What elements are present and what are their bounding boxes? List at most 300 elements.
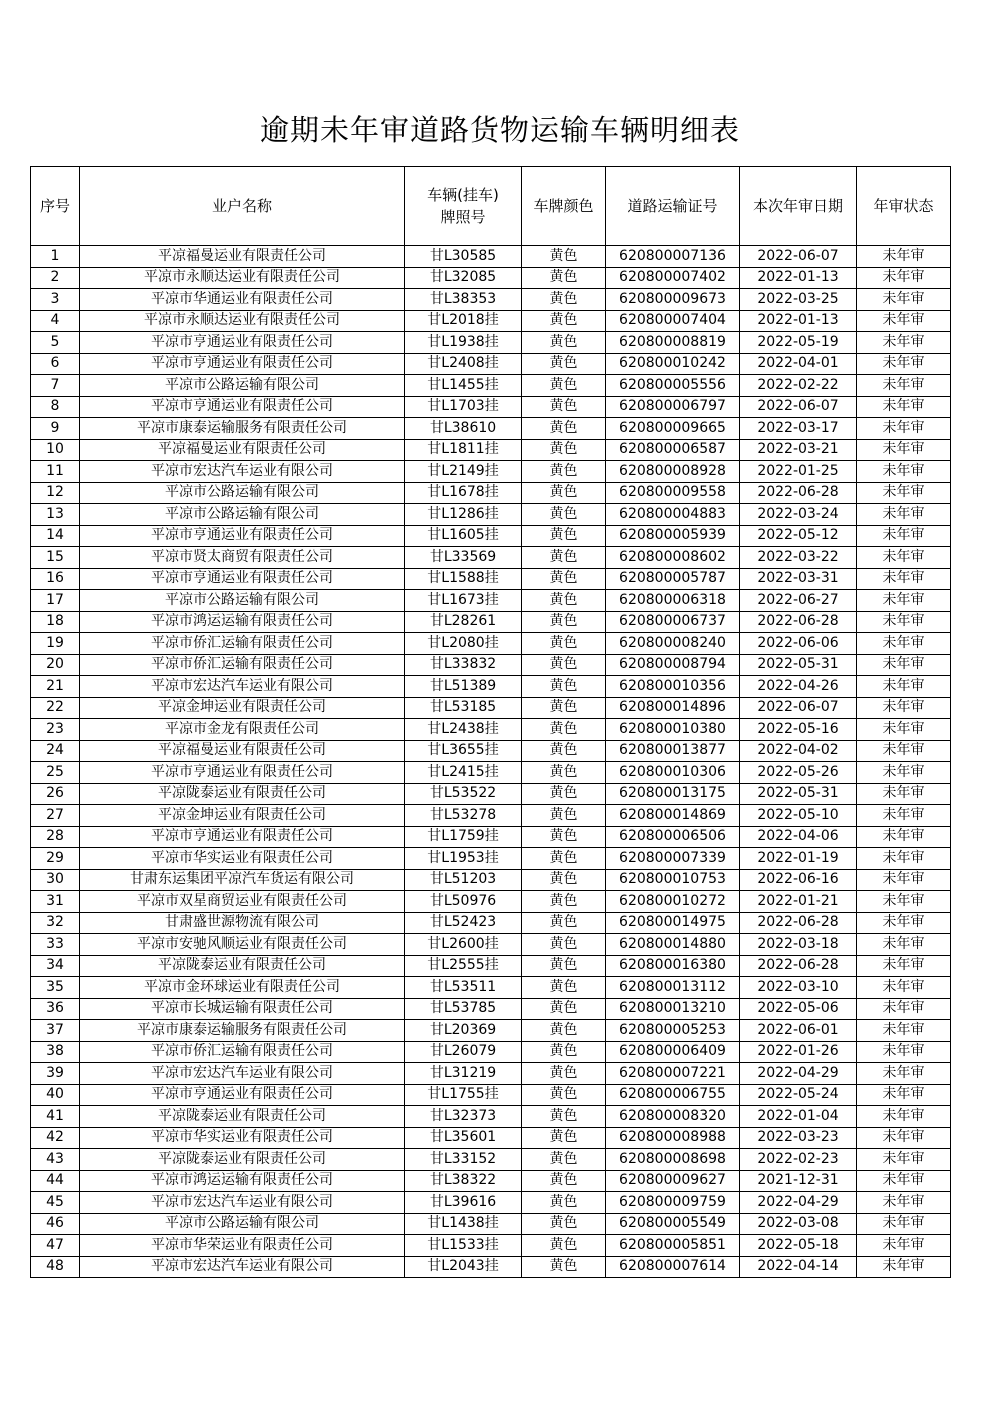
cell-cert: 620800013877 xyxy=(606,740,740,762)
cell-name: 平凉市鸿运运输有限责任公司 xyxy=(80,611,405,633)
cell-date: 2022-06-16 xyxy=(740,869,857,891)
cell-name: 平凉陇泰运业有限责任公司 xyxy=(80,783,405,805)
cell-status: 未年审 xyxy=(857,1106,951,1128)
table-row xyxy=(31,418,951,440)
table-row xyxy=(31,676,951,698)
cell-color: 黄色 xyxy=(522,1084,606,1106)
cell-name: 平凉市公路运输有限公司 xyxy=(80,482,405,504)
cell-color: 黄色 xyxy=(522,1213,606,1235)
cell-name: 平凉市亨通运业有限责任公司 xyxy=(80,525,405,547)
cell-name: 平凉市公路运输有限公司 xyxy=(80,504,405,526)
cell-status: 未年审 xyxy=(857,848,951,870)
cell-plate: 甘L53522 xyxy=(405,783,522,805)
cell-no: 44 xyxy=(31,1170,80,1192)
cell-plate: 甘L32085 xyxy=(405,267,522,289)
header-plate xyxy=(405,167,522,246)
cell-date: 2022-06-28 xyxy=(740,955,857,977)
cell-no: 25 xyxy=(31,762,80,784)
cell-status: 未年审 xyxy=(857,461,951,483)
table-row xyxy=(31,848,951,870)
table-row xyxy=(31,633,951,655)
cell-no: 32 xyxy=(31,912,80,934)
cell-color: 黄色 xyxy=(522,740,606,762)
cell-cert: 620800010306 xyxy=(606,762,740,784)
cell-date: 2022-04-02 xyxy=(740,740,857,762)
cell-no: 2 xyxy=(31,267,80,289)
cell-no: 24 xyxy=(31,740,80,762)
cell-color: 黄色 xyxy=(522,504,606,526)
cell-no: 4 xyxy=(31,310,80,332)
cell-date: 2022-03-18 xyxy=(740,934,857,956)
cell-name: 平凉陇泰运业有限责任公司 xyxy=(80,1149,405,1171)
cell-name: 平凉市亨通运业有限责任公司 xyxy=(80,396,405,418)
cell-color: 黄色 xyxy=(522,375,606,397)
cell-name: 平凉市金龙有限责任公司 xyxy=(80,719,405,741)
header-color: 车牌颜色 xyxy=(522,167,606,246)
cell-color: 黄色 xyxy=(522,568,606,590)
cell-plate: 甘L1811挂 xyxy=(405,439,522,461)
cell-status: 未年审 xyxy=(857,482,951,504)
cell-name: 甘肃东运集团平凉汽车货运有限公司 xyxy=(80,869,405,891)
cell-no: 9 xyxy=(31,418,80,440)
table-row xyxy=(31,912,951,934)
cell-date: 2022-03-08 xyxy=(740,1213,857,1235)
table-row xyxy=(31,1106,951,1128)
cell-status: 未年审 xyxy=(857,1213,951,1235)
cell-cert: 620800008794 xyxy=(606,654,740,676)
cell-cert: 620800006506 xyxy=(606,826,740,848)
cell-date: 2022-02-23 xyxy=(740,1149,857,1171)
cell-name: 平凉市康泰运输服务有限责任公司 xyxy=(80,418,405,440)
table-row xyxy=(31,525,951,547)
cell-status: 未年审 xyxy=(857,1084,951,1106)
cell-date: 2022-05-26 xyxy=(740,762,857,784)
cell-plate: 甘L2018挂 xyxy=(405,310,522,332)
cell-no: 20 xyxy=(31,654,80,676)
cell-color: 黄色 xyxy=(522,353,606,375)
table-row xyxy=(31,439,951,461)
cell-name: 平凉市华实运业有限责任公司 xyxy=(80,848,405,870)
cell-plate: 甘L1755挂 xyxy=(405,1084,522,1106)
table-row xyxy=(31,1170,951,1192)
table-row xyxy=(31,977,951,999)
cell-plate: 甘L51389 xyxy=(405,676,522,698)
cell-plate: 甘L3655挂 xyxy=(405,740,522,762)
table-row xyxy=(31,246,951,268)
cell-color: 黄色 xyxy=(522,912,606,934)
cell-date: 2022-06-07 xyxy=(740,396,857,418)
cell-color: 黄色 xyxy=(522,246,606,268)
cell-plate: 甘L30585 xyxy=(405,246,522,268)
cell-no: 35 xyxy=(31,977,80,999)
cell-cert: 620800014869 xyxy=(606,805,740,827)
cell-plate: 甘L39616 xyxy=(405,1192,522,1214)
cell-plate: 甘L1673挂 xyxy=(405,590,522,612)
cell-color: 黄色 xyxy=(522,439,606,461)
cell-date: 2022-03-23 xyxy=(740,1127,857,1149)
cell-color: 黄色 xyxy=(522,461,606,483)
cell-color: 黄色 xyxy=(522,396,606,418)
cell-date: 2022-04-01 xyxy=(740,353,857,375)
cell-date: 2022-04-29 xyxy=(740,1063,857,1085)
cell-no: 23 xyxy=(31,719,80,741)
cell-no: 7 xyxy=(31,375,80,397)
cell-no: 21 xyxy=(31,676,80,698)
cell-plate: 甘L33569 xyxy=(405,547,522,569)
cell-date: 2022-03-17 xyxy=(740,418,857,440)
cell-date: 2022-06-28 xyxy=(740,912,857,934)
cell-plate: 甘L1938挂 xyxy=(405,332,522,354)
header-date: 本次年审日期 xyxy=(740,167,857,246)
cell-name: 平凉市华通运业有限责任公司 xyxy=(80,289,405,311)
cell-cert: 620800007614 xyxy=(606,1256,740,1278)
cell-plate: 甘L2043挂 xyxy=(405,1256,522,1278)
cell-cert: 620800006797 xyxy=(606,396,740,418)
cell-name: 平凉市永顺达运业有限责任公司 xyxy=(80,310,405,332)
cell-cert: 620800005549 xyxy=(606,1213,740,1235)
cell-color: 黄色 xyxy=(522,977,606,999)
cell-plate: 甘L32373 xyxy=(405,1106,522,1128)
cell-name: 平凉陇泰运业有限责任公司 xyxy=(80,955,405,977)
cell-plate: 甘L1438挂 xyxy=(405,1213,522,1235)
table-row xyxy=(31,805,951,827)
cell-plate: 甘L1455挂 xyxy=(405,375,522,397)
cell-name: 平凉市鸿运运输有限责任公司 xyxy=(80,1170,405,1192)
cell-status: 未年审 xyxy=(857,1063,951,1085)
cell-name: 平凉市华实运业有限责任公司 xyxy=(80,1127,405,1149)
cell-no: 37 xyxy=(31,1020,80,1042)
table-row xyxy=(31,353,951,375)
cell-date: 2021-12-31 xyxy=(740,1170,857,1192)
cell-cert: 620800010272 xyxy=(606,891,740,913)
cell-status: 未年审 xyxy=(857,1256,951,1278)
cell-name: 平凉市永顺达运业有限责任公司 xyxy=(80,267,405,289)
cell-no: 40 xyxy=(31,1084,80,1106)
table-row xyxy=(31,1256,951,1278)
cell-no: 11 xyxy=(31,461,80,483)
table-row xyxy=(31,1020,951,1042)
cell-plate: 甘L1703挂 xyxy=(405,396,522,418)
cell-date: 2022-06-07 xyxy=(740,246,857,268)
cell-no: 46 xyxy=(31,1213,80,1235)
cell-date: 2022-01-04 xyxy=(740,1106,857,1128)
cell-status: 未年审 xyxy=(857,332,951,354)
cell-cert: 620800006587 xyxy=(606,439,740,461)
cell-cert: 620800014975 xyxy=(606,912,740,934)
cell-status: 未年审 xyxy=(857,676,951,698)
cell-date: 2022-01-19 xyxy=(740,848,857,870)
header-status: 年审状态 xyxy=(857,167,951,246)
cell-name: 平凉市亨通运业有限责任公司 xyxy=(80,1084,405,1106)
cell-color: 黄色 xyxy=(522,1170,606,1192)
cell-plate: 甘L2149挂 xyxy=(405,461,522,483)
cell-cert: 620800007339 xyxy=(606,848,740,870)
cell-date: 2022-01-25 xyxy=(740,461,857,483)
table-row xyxy=(31,1149,951,1171)
cell-cert: 620800005556 xyxy=(606,375,740,397)
cell-status: 未年审 xyxy=(857,1170,951,1192)
cell-plate: 甘L1588挂 xyxy=(405,568,522,590)
cell-no: 14 xyxy=(31,525,80,547)
cell-name: 平凉市宏达汽车运业有限公司 xyxy=(80,1192,405,1214)
vehicle-detail-table xyxy=(30,166,951,1278)
cell-cert: 620800016380 xyxy=(606,955,740,977)
header-no: 序号 xyxy=(31,167,80,246)
cell-plate: 甘L53785 xyxy=(405,998,522,1020)
cell-date: 2022-05-18 xyxy=(740,1235,857,1257)
cell-plate: 甘L1286挂 xyxy=(405,504,522,526)
cell-name: 平凉福曼运业有限责任公司 xyxy=(80,740,405,762)
cell-no: 48 xyxy=(31,1256,80,1278)
table-row xyxy=(31,697,951,719)
cell-cert: 620800005787 xyxy=(606,568,740,590)
cell-name: 平凉市公路运输有限公司 xyxy=(80,375,405,397)
cell-name: 甘肃盛世源物流有限公司 xyxy=(80,912,405,934)
cell-status: 未年审 xyxy=(857,1041,951,1063)
cell-cert: 620800006737 xyxy=(606,611,740,633)
cell-name: 平凉市贤太商贸有限责任公司 xyxy=(80,547,405,569)
table-row xyxy=(31,396,951,418)
cell-no: 39 xyxy=(31,1063,80,1085)
cell-name: 平凉市亨通运业有限责任公司 xyxy=(80,353,405,375)
cell-status: 未年审 xyxy=(857,740,951,762)
table-row xyxy=(31,461,951,483)
cell-plate: 甘L2080挂 xyxy=(405,633,522,655)
cell-date: 2022-04-29 xyxy=(740,1192,857,1214)
cell-color: 黄色 xyxy=(522,547,606,569)
cell-color: 黄色 xyxy=(522,676,606,698)
table-row xyxy=(31,1192,951,1214)
cell-date: 2022-01-21 xyxy=(740,891,857,913)
header-row xyxy=(31,167,951,246)
cell-status: 未年审 xyxy=(857,1192,951,1214)
cell-status: 未年审 xyxy=(857,719,951,741)
table-row xyxy=(31,1063,951,1085)
table-body xyxy=(31,246,951,1278)
cell-status: 未年审 xyxy=(857,998,951,1020)
cell-cert: 620800009627 xyxy=(606,1170,740,1192)
cell-name: 平凉福曼运业有限责任公司 xyxy=(80,439,405,461)
cell-plate: 甘L52423 xyxy=(405,912,522,934)
cell-color: 黄色 xyxy=(522,697,606,719)
cell-date: 2022-04-14 xyxy=(740,1256,857,1278)
cell-color: 黄色 xyxy=(522,611,606,633)
cell-plate: 甘L50976 xyxy=(405,891,522,913)
document-title: 逾期未年审道路货物运输车辆明细表 xyxy=(259,113,740,147)
cell-status: 未年审 xyxy=(857,568,951,590)
cell-color: 黄色 xyxy=(522,891,606,913)
cell-color: 黄色 xyxy=(522,590,606,612)
table-row xyxy=(31,998,951,1020)
cell-date: 2022-06-07 xyxy=(740,697,857,719)
table-row xyxy=(31,590,951,612)
cell-no: 18 xyxy=(31,611,80,633)
cell-name: 平凉市公路运输有限公司 xyxy=(80,1213,405,1235)
cell-cert: 620800007402 xyxy=(606,267,740,289)
cell-no: 45 xyxy=(31,1192,80,1214)
cell-name: 平凉市公路运输有限公司 xyxy=(80,590,405,612)
cell-color: 黄色 xyxy=(522,633,606,655)
cell-status: 未年审 xyxy=(857,418,951,440)
cell-cert: 620800008240 xyxy=(606,633,740,655)
cell-cert: 620800013175 xyxy=(606,783,740,805)
cell-date: 2022-05-19 xyxy=(740,332,857,354)
table-row xyxy=(31,310,951,332)
table-row xyxy=(31,611,951,633)
cell-color: 黄色 xyxy=(522,1192,606,1214)
cell-cert: 620800010356 xyxy=(606,676,740,698)
cell-no: 8 xyxy=(31,396,80,418)
cell-status: 未年审 xyxy=(857,783,951,805)
cell-plate: 甘L53511 xyxy=(405,977,522,999)
cell-color: 黄色 xyxy=(522,869,606,891)
cell-status: 未年审 xyxy=(857,439,951,461)
cell-cert: 620800007404 xyxy=(606,310,740,332)
header-cert: 道路运输证号 xyxy=(606,167,740,246)
cell-cert: 620800014896 xyxy=(606,697,740,719)
cell-color: 黄色 xyxy=(522,1127,606,1149)
cell-status: 未年审 xyxy=(857,762,951,784)
cell-cert: 620800005939 xyxy=(606,525,740,547)
cell-no: 6 xyxy=(31,353,80,375)
cell-plate: 甘L2600挂 xyxy=(405,934,522,956)
cell-date: 2022-06-01 xyxy=(740,1020,857,1042)
cell-cert: 620800006755 xyxy=(606,1084,740,1106)
cell-cert: 620800009759 xyxy=(606,1192,740,1214)
cell-name: 平凉陇泰运业有限责任公司 xyxy=(80,1106,405,1128)
cell-cert: 620800005253 xyxy=(606,1020,740,1042)
cell-name: 平凉市侨汇运输有限责任公司 xyxy=(80,1041,405,1063)
table-row xyxy=(31,719,951,741)
cell-date: 2022-05-06 xyxy=(740,998,857,1020)
cell-status: 未年审 xyxy=(857,611,951,633)
cell-color: 黄色 xyxy=(522,654,606,676)
table-row xyxy=(31,891,951,913)
cell-status: 未年审 xyxy=(857,525,951,547)
cell-name: 平凉市侨汇运输有限责任公司 xyxy=(80,633,405,655)
cell-plate: 甘L1533挂 xyxy=(405,1235,522,1257)
cell-name: 平凉市华荣运业有限责任公司 xyxy=(80,1235,405,1257)
cell-cert: 620800014880 xyxy=(606,934,740,956)
cell-date: 2022-03-10 xyxy=(740,977,857,999)
cell-date: 2022-05-31 xyxy=(740,783,857,805)
cell-plate: 甘L31219 xyxy=(405,1063,522,1085)
cell-date: 2022-03-31 xyxy=(740,568,857,590)
cell-color: 黄色 xyxy=(522,1149,606,1171)
cell-no: 29 xyxy=(31,848,80,870)
cell-status: 未年审 xyxy=(857,590,951,612)
cell-plate: 甘L53185 xyxy=(405,697,522,719)
cell-date: 2022-05-24 xyxy=(740,1084,857,1106)
table-row xyxy=(31,762,951,784)
cell-no: 19 xyxy=(31,633,80,655)
cell-status: 未年审 xyxy=(857,1127,951,1149)
table-row xyxy=(31,826,951,848)
cell-color: 黄色 xyxy=(522,1106,606,1128)
cell-cert: 620800008698 xyxy=(606,1149,740,1171)
cell-color: 黄色 xyxy=(522,1063,606,1085)
header-name: 业户名称 xyxy=(80,167,405,246)
cell-name: 平凉市宏达汽车运业有限公司 xyxy=(80,1063,405,1085)
cell-color: 黄色 xyxy=(522,1041,606,1063)
cell-date: 2022-01-13 xyxy=(740,267,857,289)
cell-plate: 甘L2438挂 xyxy=(405,719,522,741)
cell-plate: 甘L28261 xyxy=(405,611,522,633)
cell-status: 未年审 xyxy=(857,547,951,569)
cell-color: 黄色 xyxy=(522,1020,606,1042)
cell-color: 黄色 xyxy=(522,418,606,440)
cell-color: 黄色 xyxy=(522,805,606,827)
table-row xyxy=(31,547,951,569)
cell-cert: 620800008819 xyxy=(606,332,740,354)
cell-status: 未年审 xyxy=(857,396,951,418)
cell-cert: 620800005851 xyxy=(606,1235,740,1257)
table-row xyxy=(31,375,951,397)
table-row xyxy=(31,1041,951,1063)
cell-plate: 甘L26079 xyxy=(405,1041,522,1063)
cell-color: 黄色 xyxy=(522,267,606,289)
cell-cert: 620800008988 xyxy=(606,1127,740,1149)
cell-no: 43 xyxy=(31,1149,80,1171)
cell-status: 未年审 xyxy=(857,826,951,848)
cell-name: 平凉市宏达汽车运业有限公司 xyxy=(80,676,405,698)
cell-cert: 620800010753 xyxy=(606,869,740,891)
cell-status: 未年审 xyxy=(857,267,951,289)
cell-cert: 620800013112 xyxy=(606,977,740,999)
cell-cert: 620800008602 xyxy=(606,547,740,569)
cell-name: 平凉市双星商贸运业有限责任公司 xyxy=(80,891,405,913)
cell-name: 平凉金坤运业有限责任公司 xyxy=(80,697,405,719)
cell-color: 黄色 xyxy=(522,1256,606,1278)
cell-status: 未年审 xyxy=(857,289,951,311)
cell-plate: 甘L51203 xyxy=(405,869,522,891)
table-row xyxy=(31,568,951,590)
cell-no: 38 xyxy=(31,1041,80,1063)
cell-no: 30 xyxy=(31,869,80,891)
cell-no: 16 xyxy=(31,568,80,590)
cell-name: 平凉市宏达汽车运业有限公司 xyxy=(80,461,405,483)
cell-plate: 甘L38610 xyxy=(405,418,522,440)
cell-status: 未年审 xyxy=(857,912,951,934)
header-plate-line2: 牌照号 xyxy=(440,208,486,226)
cell-no: 5 xyxy=(31,332,80,354)
table-row xyxy=(31,869,951,891)
cell-status: 未年审 xyxy=(857,977,951,999)
cell-status: 未年审 xyxy=(857,934,951,956)
cell-color: 黄色 xyxy=(522,310,606,332)
cell-plate: 甘L33832 xyxy=(405,654,522,676)
cell-cert: 620800008320 xyxy=(606,1106,740,1128)
cell-cert: 620800009673 xyxy=(606,289,740,311)
cell-no: 13 xyxy=(31,504,80,526)
cell-status: 未年审 xyxy=(857,805,951,827)
cell-no: 34 xyxy=(31,955,80,977)
cell-color: 黄色 xyxy=(522,998,606,1020)
cell-plate: 甘L33152 xyxy=(405,1149,522,1171)
cell-color: 黄色 xyxy=(522,332,606,354)
cell-no: 3 xyxy=(31,289,80,311)
cell-date: 2022-05-12 xyxy=(740,525,857,547)
table-row xyxy=(31,1084,951,1106)
cell-status: 未年审 xyxy=(857,504,951,526)
cell-status: 未年审 xyxy=(857,697,951,719)
cell-cert: 620800007221 xyxy=(606,1063,740,1085)
cell-status: 未年审 xyxy=(857,955,951,977)
cell-no: 12 xyxy=(31,482,80,504)
cell-cert: 620800010380 xyxy=(606,719,740,741)
cell-date: 2022-03-25 xyxy=(740,289,857,311)
cell-plate: 甘L1759挂 xyxy=(405,826,522,848)
